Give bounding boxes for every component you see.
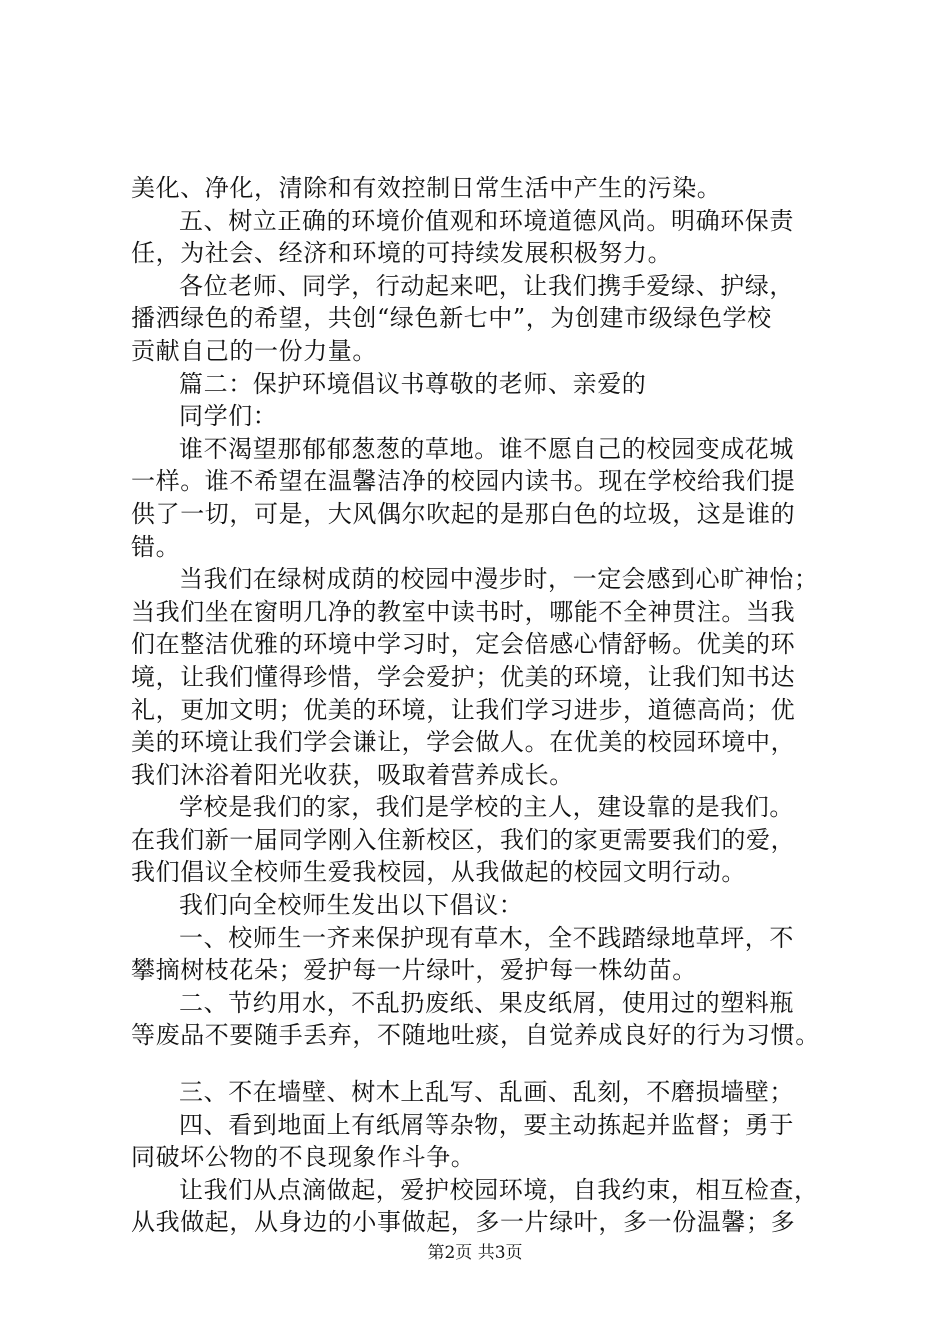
text-line: 三、不在墙壁、树木上乱写、乱画、乱刻，不磨损墙壁； [179, 1078, 794, 1107]
text-line: 一、校师生一齐来保护现有草木，全不践踏绿地草坪，不 [179, 923, 794, 952]
text-line: 一样。谁不希望在温馨洁净的校园内读书。现在学校给我们提 [131, 467, 796, 496]
section-heading: 篇二：保护环境倡议书尊敬的老师、亲爱的 [179, 369, 647, 398]
text-line: 境，让我们懂得珍惜，学会爱护；优美的环境，让我们知书达 [131, 662, 796, 691]
text-line: 们在整洁优雅的环境中学习时，定会倍感心情舒畅。优美的环 [131, 630, 796, 659]
text-line: 礼，更加文明；优美的环境，让我们学习进步，道德高尚；优 [131, 695, 796, 724]
text-line: 从我做起，从身边的小事做起，多一片绿叶，多一份温馨；多 [131, 1208, 796, 1237]
text-line: 攀摘树枝花朵；爱护每一片绿叶，爱护每一株幼苗。 [131, 956, 697, 985]
text-line: 各位老师、同学，行动起来吧，让我们携手爱绿、护绿， [179, 271, 794, 300]
text-line: 我们倡议全校师生爱我校园，从我做起的校园文明行动。 [131, 858, 746, 887]
text-line: 我们向全校师生发出以下倡议： [179, 891, 524, 920]
text-line: 学校是我们的家，我们是学校的主人，建设靠的是我们。 [179, 793, 794, 822]
text-line: 贡献自己的一份力量。 [131, 336, 377, 365]
text-line: 让我们从点滴做起，爱护校园环境，自我约束，相互检查， [179, 1175, 819, 1204]
text-line: 美化、净化，清除和有效控制日常生活中产生的污染。 [131, 174, 722, 202]
text-line: 二、节约用水，不乱扔废纸、果皮纸屑，使用过的塑料瓶 [179, 988, 794, 1017]
document-body [131, 172, 841, 1239]
text-line: 四、看到地面上有纸屑等杂物，要主动拣起并监督；勇于 [179, 1110, 794, 1139]
text-line: 在我们新一届同学刚入住新校区，我们的家更需要我们的爱， [131, 825, 796, 854]
text-line: 播洒绿色的希望，共创“绿色新七中”，为创建市级绿色学校 [131, 304, 772, 333]
text-line: 当我们在绿树成荫的校园中漫步时，一定会感到心旷神怡； [179, 565, 819, 594]
paragraph-gap [131, 1052, 841, 1076]
text-line: 谁不渴望那郁郁葱葱的草地。谁不愿自己的校园变成花城 [179, 434, 794, 463]
text-line: 任，为社会、经济和环境的可持续发展积极努力。 [131, 239, 673, 268]
salutation: 同学们： [179, 402, 278, 431]
text-line: 当我们坐在窗明几净的教室中读书时，哪能不全神贯注。当我 [131, 597, 796, 626]
text-line: 五、树立正确的环境价值观和环境道德风尚。明确环保责 [179, 206, 794, 235]
text-line: 错。 [131, 532, 181, 561]
text-line: 同破坏公物的不良现象作斗争。 [131, 1143, 476, 1172]
text-line: 等废品不要随手丢弃，不随地吐痰，自觉养成良好的行为习惯。 [131, 1021, 820, 1050]
page-footer: 第2页 共3页 [427, 1243, 523, 1263]
text-line: 供了一切，可是，大风偶尔吹起的是那白色的垃圾，这是谁的 [131, 499, 796, 528]
text-line: 我们沐浴着阳光收获，吸取着营养成长。 [131, 760, 574, 789]
text-line: 美的环境让我们学会谦让，学会做人。在优美的校园环境中， [131, 728, 796, 757]
